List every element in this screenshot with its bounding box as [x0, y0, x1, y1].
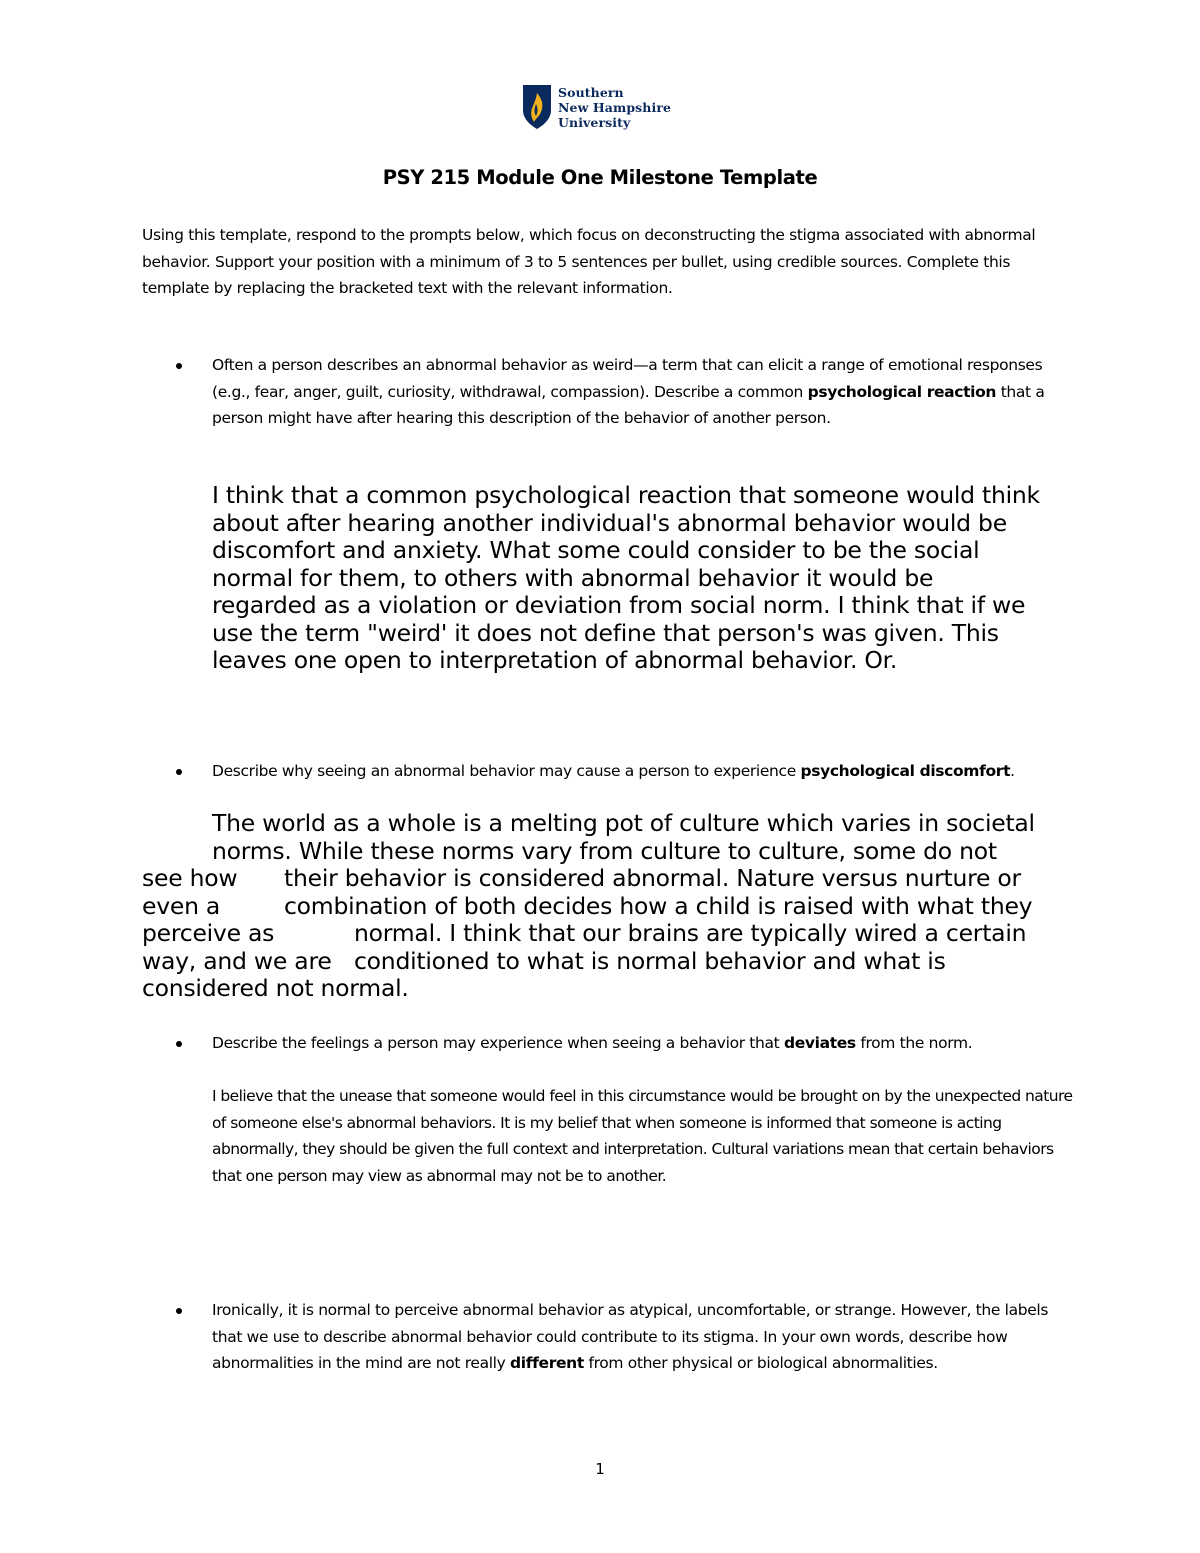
answer-2-line-end: combination of both decides how a child is raised with what they [284, 892, 1033, 920]
page-number: 1 [595, 1460, 605, 1478]
prompt-3 [212, 1030, 1052, 1057]
prompt-2-text-b: . [1010, 762, 1015, 780]
prompt-4-text-a: Ironically, it is normal to perceive abnormal behavior as atypical, uncomfortable, or strange. However, the labels that we use to describe abnormal behavior could contribute to its stigma. In your own words, describe how abnormalities in the mind are not really [212, 1301, 1049, 1372]
snhu-flame-shield-icon [522, 84, 552, 130]
answer-2-line-end: conditioned to what is normal behavior and what is [354, 947, 946, 975]
prompt-3-text-b: from the norm. [855, 1034, 973, 1052]
answer-1-line: discomfort and anxiety. What some could consider to be the social [212, 536, 980, 564]
snhu-logo [522, 84, 692, 132]
prompt-3-bold: deviates [783, 1034, 856, 1052]
intro-paragraph: Using this template, respond to the prompts below, which focus on deconstructing the stigma associated with abnormal behavior. Support your position with a minimum of 3 to 5 sentences per bullet, using credible sources. Complete this template by replacing the bracketed text with the relevant information. [142, 226, 1036, 297]
prompt-4 [212, 1297, 1062, 1377]
answer-1-line: leaves one open to interpretation of abnormal behavior. Or. [212, 646, 898, 674]
answer-2-line-end: their behavior is considered abnormal. Nature versus nurture or [284, 864, 1021, 892]
prompt-2-text-a: Describe why seeing an abnormal behavior may cause a person to experience [212, 762, 801, 780]
answer-1-line: I think that a common psychological reaction that someone would think [212, 481, 1040, 509]
answer-2-line-start: see how [142, 864, 238, 892]
answer-1-line: use the term "weird' it does not define that person's was given. This [212, 618, 999, 647]
prompt-4-bold: different [510, 1354, 584, 1372]
answer-1-line: regarded as a violation or deviation from social norm. I think that if we [212, 591, 1026, 619]
prompt-2 [212, 758, 1042, 785]
answer-3: I believe that the unease that someone would feel in this circumstance would be brought on by the unexpected nature of someone else's abnormal behaviors. It is my belief that when someone is informed that someone is acting abnormally, they should be given the full context and interpretation. Cultural variations mean that certain behaviors that one person may view as abnormal may not be to another. [212, 1087, 1073, 1185]
bullet-dot [176, 1306, 186, 1316]
logo-line-3: University [558, 115, 631, 130]
bullet-dot [176, 767, 186, 777]
answer-1-line: about after hearing another individual's abnormal behavior would be [212, 508, 1007, 537]
answer-2-line: norms. While these norms vary from culture to culture, some do not [212, 837, 997, 865]
answer-2-line: The world as a whole is a melting pot of culture which varies in societal [212, 809, 1035, 837]
logo-line-2: New Hampshire [558, 100, 672, 115]
answer-1 [212, 482, 1040, 675]
prompt-2-bold: psychological discomfort [800, 762, 1011, 780]
bullet-dot [176, 1039, 186, 1049]
prompt-1-bold: psychological reaction [807, 382, 997, 401]
answer-2-line-start: way, and we are [142, 947, 332, 975]
answer-2-line-end: normal. I think that our brains are typically wired a certain [354, 919, 1027, 947]
prompt-4-text-b: from other physical or biological abnormalities. [583, 1354, 938, 1372]
answer-2-line-start: perceive as [142, 919, 275, 947]
answer-2-line-start: even a [142, 892, 221, 920]
logo-line-1: Southern [558, 85, 624, 100]
answer-1-line: normal for them, to others with abnormal behavior it would be [212, 563, 934, 592]
prompt-3-text-a: Describe the feelings a person may experience when seeing a behavior that [212, 1034, 784, 1052]
document-title: PSY 215 Module One Milestone Template [382, 166, 818, 189]
answer-2-line-start: considered not normal. [142, 974, 409, 1002]
prompt-1 [212, 352, 1052, 432]
bullet-dot [176, 361, 186, 371]
snhu-wordmark [558, 85, 671, 130]
prompt-1-text-a: Often a person describes an abnormal behavior as weird—a term that can elicit a range of emotional responses (e.g., fear, anger, guilt, curiosity, withdrawal, compassion). Describe a common [212, 356, 1043, 401]
prompt-1-text-b: that a person might have after hearing this description of the behavior of another person. [212, 382, 1045, 427]
